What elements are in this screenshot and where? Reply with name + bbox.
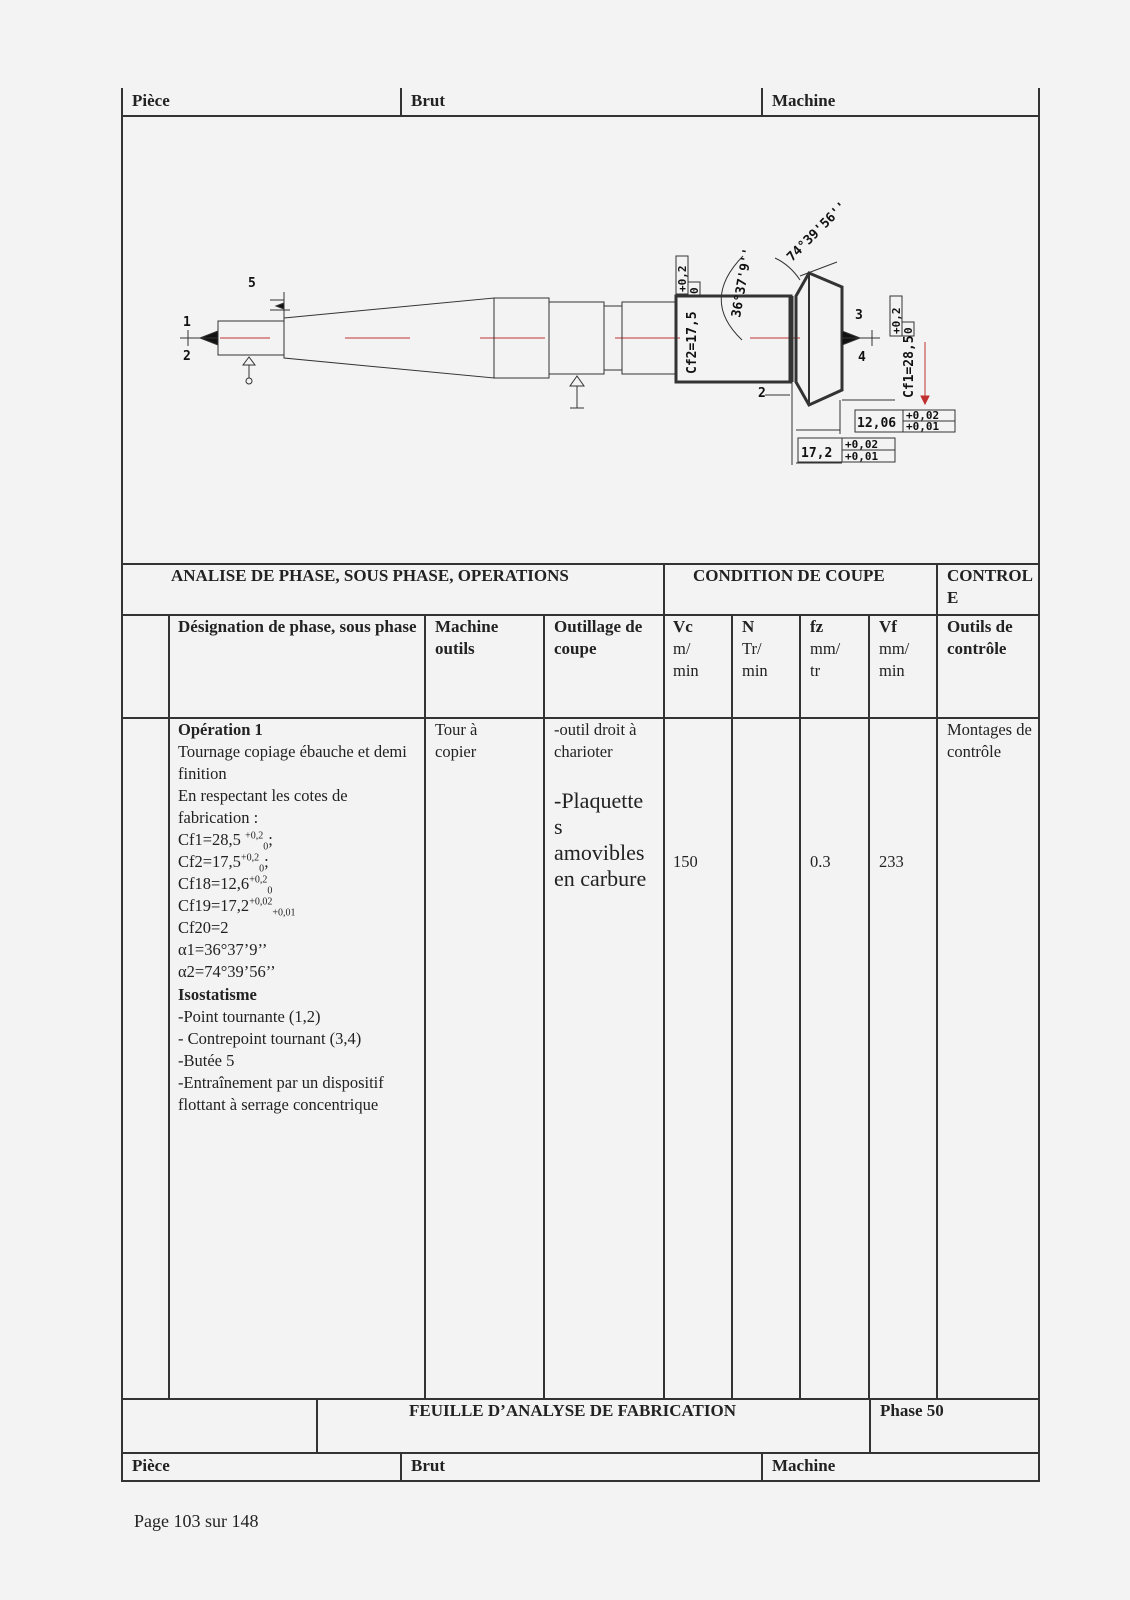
row-tool-2: -Plaquette s amovibles en carbure [554, 788, 647, 891]
col-vc: Vc [673, 617, 693, 636]
cote-cf1: Cf1=28,5 $^{+0,2}_0$; [178, 830, 273, 853]
iso-item-4: -Entraînement par un dispositif flottant à serrage concentrique [178, 1073, 384, 1114]
label-cf2-tol-bot: 0 [688, 287, 701, 294]
border [121, 563, 123, 1481]
label-172-tol-bot: +0,01 [845, 450, 879, 463]
col-designation: Désignation de phase, sous phase [178, 617, 417, 636]
footer-title: FEUILLE D’ANALYSE DE FABRICATION [409, 1401, 736, 1420]
row-vc: 150 [673, 852, 698, 871]
border [731, 614, 733, 1399]
control-title-1: CONTROL [947, 566, 1033, 585]
label-cf2-tol-top: +0,2 [676, 265, 689, 292]
label-1206-tol-top: +0,02 [906, 409, 940, 422]
row-fz: 0.3 [810, 852, 831, 871]
label-cf1: Cf1=28,5 [902, 335, 917, 398]
label-cf2: Cf2=17,5 [685, 311, 700, 374]
border [121, 1480, 1040, 1482]
label-3: 3 [855, 308, 863, 323]
label-1: 1 [183, 315, 191, 330]
iso-item-1: -Point tournante (1,2) [178, 1007, 321, 1026]
col-outillage: Outillage de coupe [554, 617, 643, 658]
label-4: 4 [858, 350, 866, 365]
border [121, 1452, 1040, 1454]
border [869, 1398, 871, 1453]
cote-cf19: $Cf19=17,2^{+0,02}_{+0,01}$ [178, 896, 296, 919]
col-fz: fz [810, 617, 824, 636]
page-number: Page 103 sur 148 [134, 1511, 259, 1531]
cote-cf2: $Cf2=17,5^{+0,2}_0$; [178, 852, 269, 875]
control-title-2: E [947, 588, 959, 607]
iso-item-3: -Butée 5 [178, 1051, 235, 1070]
footer-brut: Brut [411, 1456, 445, 1475]
analysis-title: ANALISE DE PHASE, SOUS PHASE, OPERATIONS [171, 566, 569, 585]
border [936, 563, 938, 615]
header-brut: Brut [411, 91, 445, 110]
operation-title: Opération 1 [178, 720, 263, 739]
label-2: 2 [183, 349, 191, 364]
row-tool-1: -outil droit à charioter [554, 720, 637, 761]
label-cf1-tol-top: +0,2 [890, 307, 903, 334]
label-1206: 12,06 [857, 416, 897, 431]
operation-respect: En respectant les cotes de fabrication : [178, 786, 348, 827]
col-outils-controle: Outils de contrôle [947, 617, 1013, 658]
iso-item-2: - Contrepoint tournant (3,4) [178, 1029, 362, 1048]
conditions-title: CONDITION DE COUPE [693, 566, 885, 585]
angle-alpha2: α2=74°39’56’’ [178, 962, 276, 981]
border [424, 614, 426, 1399]
footer-piece: Pièce [132, 1456, 170, 1475]
label-angle2: 74°39'56'' [784, 198, 851, 265]
label-1206-tol-bot: +0,01 [906, 420, 940, 433]
label-172-tol-top: +0,02 [845, 438, 879, 451]
border [761, 1452, 763, 1481]
col-vf-unit: mm/ min [879, 639, 910, 680]
cote-cf20: Cf20=2 [178, 918, 229, 937]
footer-machine: Machine [772, 1456, 836, 1475]
border [400, 1452, 402, 1481]
border [868, 614, 870, 1399]
col-fz-unit: mm/ tr [810, 639, 841, 680]
col-machine: Machine outils [435, 617, 499, 658]
border [663, 563, 665, 615]
col-n: N [742, 617, 755, 636]
label-angle1: 36°37'9'' [729, 246, 757, 319]
angle-alpha1: α1=36°37’9’’ [178, 940, 268, 959]
border [663, 614, 665, 1399]
row-machine: Tour à copier [435, 720, 478, 761]
border [168, 614, 170, 1399]
footer-phase: Phase 50 [880, 1401, 944, 1420]
border [799, 614, 801, 1399]
border [316, 1398, 318, 1453]
row-controle: Montages de contrôle [947, 720, 1032, 761]
col-vc-unit: m/ min [673, 639, 699, 680]
label-172: 17,2 [801, 446, 833, 461]
cote-cf18: $Cf18=12,6^{+0,2}_0$ [178, 874, 273, 897]
border [543, 614, 545, 1399]
border [1038, 563, 1040, 1481]
row-vf: 233 [879, 852, 904, 871]
label-2b: 2 [758, 386, 766, 401]
header-piece: Pièce [132, 91, 170, 110]
border [936, 614, 938, 1399]
label-5: 5 [248, 276, 256, 291]
label-cf1-tol-bot: 0 [902, 327, 915, 334]
col-n-unit: Tr/ min [742, 639, 768, 680]
col-vf: Vf [879, 617, 897, 636]
header-machine: Machine [772, 91, 836, 110]
isostatisme-title: Isostatisme [178, 985, 257, 1004]
operation-desc: Tournage copiage ébauche et demi finition [178, 742, 407, 783]
